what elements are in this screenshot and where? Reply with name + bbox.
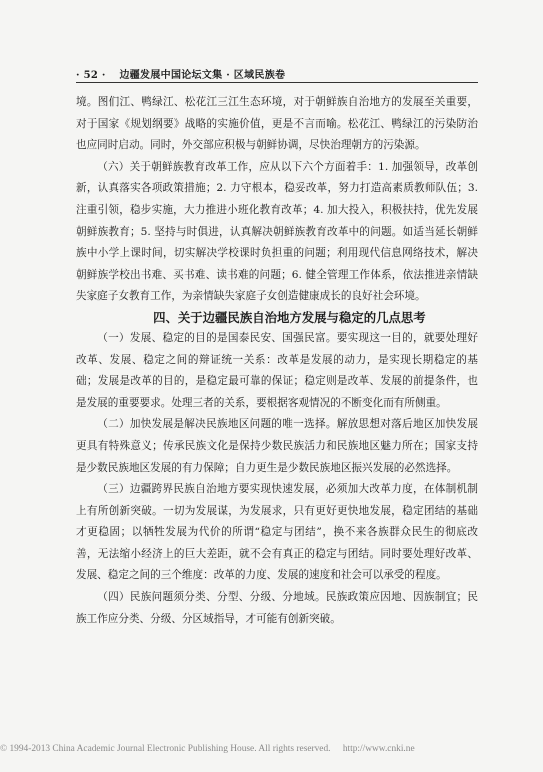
page-number: · 52 · bbox=[76, 70, 106, 81]
paragraph: 境。图们江、鸭绿江、松花江三江生态环境，对于朝鲜族自治地方的发展至关重要，对于国家《规划纲要》战略的实施价值，更是不言而喻。松花江、鸭绿江的污染防治也应同时启动。同时，外交部应积极与朝鲜协调，尽快治理朝方的污染源。 bbox=[76, 96, 478, 152]
footer-url[interactable]: http://www.cnki.ne bbox=[342, 744, 415, 754]
book-title: 边疆发展中国论坛文集 · 区域民族卷 bbox=[119, 70, 286, 81]
paragraph: （一）发展、稳定的目的是国泰民安、国强民富。要实现这一目的，就要处理好改革、发展、稳定之间的辩证统一关系：改革是发展的动力，是实现长期稳定的基础；发展是改革的目的，是稳定最可靠的保证；稳定则是改革、发展的前提条件，也是发展的重要要求。处理三者的关系，要根据客观情况的不断变化而有所侧重。 bbox=[76, 331, 478, 409]
section-heading: 四、关于边疆民族自治地方发展与稳定的几点思考 bbox=[153, 309, 426, 325]
copyright-footer bbox=[0, 744, 543, 754]
paragraph: （二）加快发展是解决民族地区问题的唯一选择。解放思想对落后地区加快发展更具有特殊意义；传承民族文化是保持少数民族活力和民族地区魅力所在；国家支持是少数民族地区发展的有力保障；自力更生是少数民族地区振兴发展的必然选择。 bbox=[76, 418, 478, 474]
running-header bbox=[76, 66, 478, 83]
paragraph: （六）关于朝鲜族教育改革工作，应从以下六个方面着手：1. 加强领导，改革创新，认真落实各项政策措施；2. 力守根本，稳妥改革，努力打造高素质教师队伍；3. 注重引领，稳步实施，大力推进小班化教育改革；4. 加大投入，积极扶持，优先发展朝鲜族教育；5. 坚持与时俱进，认真解决朝鲜族教育改革中的问题。如适当延长朝鲜族中小学上课时间，切实解决学校课时负担重的问题；利用现代信息网络技术，解决朝鲜族学校出书难、买书难、读书难的问题；6. 健全管理工作体系，依法推进亲情缺失家庭子女教育工作，为亲情缺失家庭子女创造健康成长的良好社会环境。 bbox=[76, 160, 478, 303]
copyright-text: © 1994-2013 China Academic Journal Electronic Publishing House. All rights reserved. bbox=[0, 744, 331, 754]
paragraph: （三）边疆跨界民族自治地方要实现快速发展，必须加大改革力度，在体制机制上有所创新突破。一切为发展谋，为发展求，只有更好更快地发展，稳定团结的基础才更稳固；以牺牲发展为代价的所谓“稳定与团结”，换不来各族群众民生的彻底改善，无法缩小经济上的巨大差距，就不会有真正的稳定与团结。同时要处理好改革、发展、稳定之间的三个维度：改革的力度、发展的速度和社会可以承受的程度。 bbox=[76, 483, 478, 582]
body-text bbox=[76, 92, 478, 630]
paragraph: （四）民族问题须分类、分型、分级、分地域。民族政策应因地、因族制宜；民族工作应分类、分级、分区域指导，才可能有创新突破。 bbox=[76, 591, 478, 625]
